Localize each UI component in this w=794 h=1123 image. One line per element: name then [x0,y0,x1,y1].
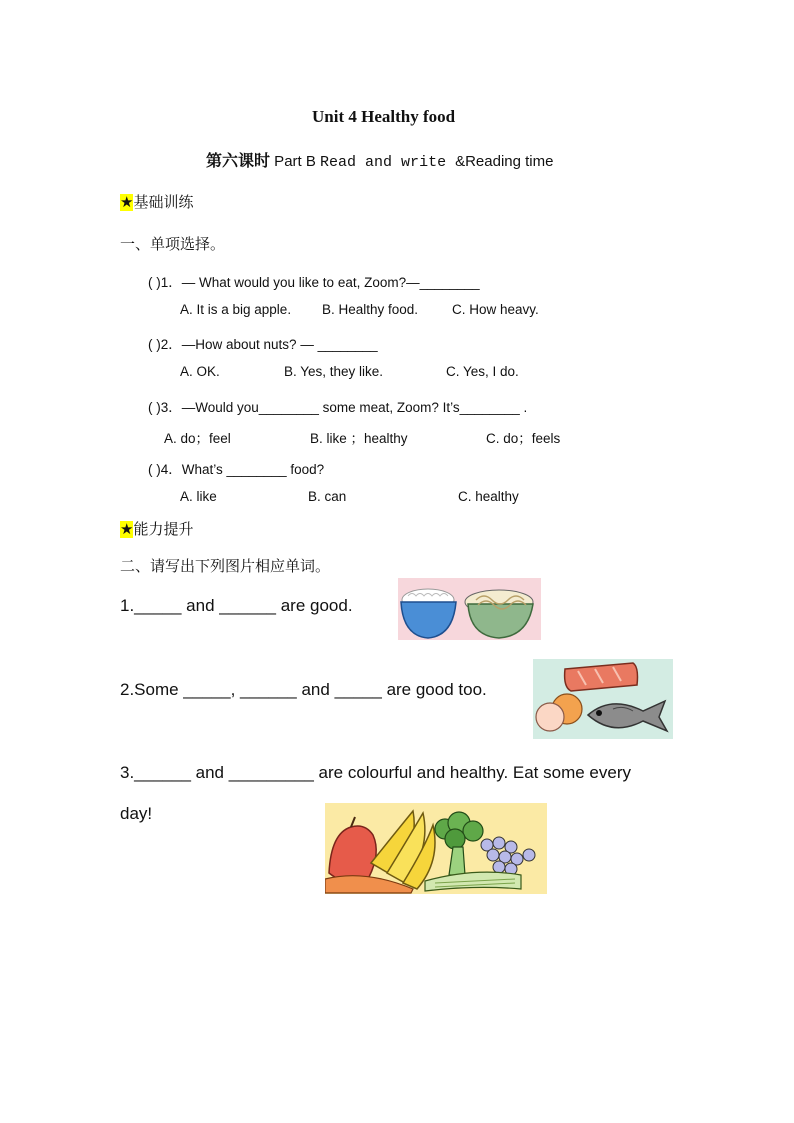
q1-option-b: B. Healthy food. [322,302,419,317]
page-title: Unit 4 Healthy food [312,107,456,126]
question-1: ( )1．— What would you like to eat, Zoom?—________ [148,275,480,290]
fill-line-1: 1._____ and ______ are good. [120,596,353,615]
fill-line-2: 2.Some _____, ______ and _____ are good too. [120,680,487,699]
q1-option-a: A. It is a big apple. [180,302,292,317]
q3-option-a: A. do；feel [164,431,231,446]
meat-fish-eggs-icon [533,659,673,739]
part2-heading: 二、请写出下列图片相应单词。 [120,558,331,575]
q1-option-c: C. How heavy. [452,302,539,317]
fill-line-3-cont: day! [120,804,153,823]
subtitle-part: Part B [270,153,321,170]
section-advanced [120,518,193,539]
fruit-vegetables-icon [325,803,547,894]
q3-option-c: C. do；feels [486,431,561,446]
q4-option-b: B. can [308,489,347,504]
q4-option-c: C. healthy [458,489,519,504]
q3-option-b: B. like ；healthy [310,431,408,446]
section-basic [120,191,193,212]
part1-heading: 一、单项选择。 [120,236,226,253]
question-4: ( )4．What’s ________ food? [148,462,325,477]
lesson-subtitle [206,148,553,171]
rice-noodles-icon [398,578,541,640]
q2-option-c: C. Yes, I do. [446,364,519,379]
subtitle-cn: 第六课时 [206,153,271,170]
subtitle-read-write: Read and write [320,154,456,171]
subtitle-reading-time: &Reading time [455,153,554,170]
q2-option-a: A. OK. [180,364,220,379]
q4-option-a: A. like [180,489,217,504]
section-basic-label: 基础训练 [133,194,194,211]
section-advanced-label: 能力提升 [133,521,194,538]
star-icon: ★ [120,521,134,538]
star-icon: ★ [120,194,134,211]
q2-option-b: B. Yes, they like. [284,364,384,379]
question-3: ( )3．—Would you________ some meat, Zoom? It’s________ . [148,400,528,415]
question-2: ( )2．—How about nuts? — ________ [148,337,378,352]
fill-line-3: 3.______ and _________ are colourful and healthy. Eat some every [120,763,631,782]
